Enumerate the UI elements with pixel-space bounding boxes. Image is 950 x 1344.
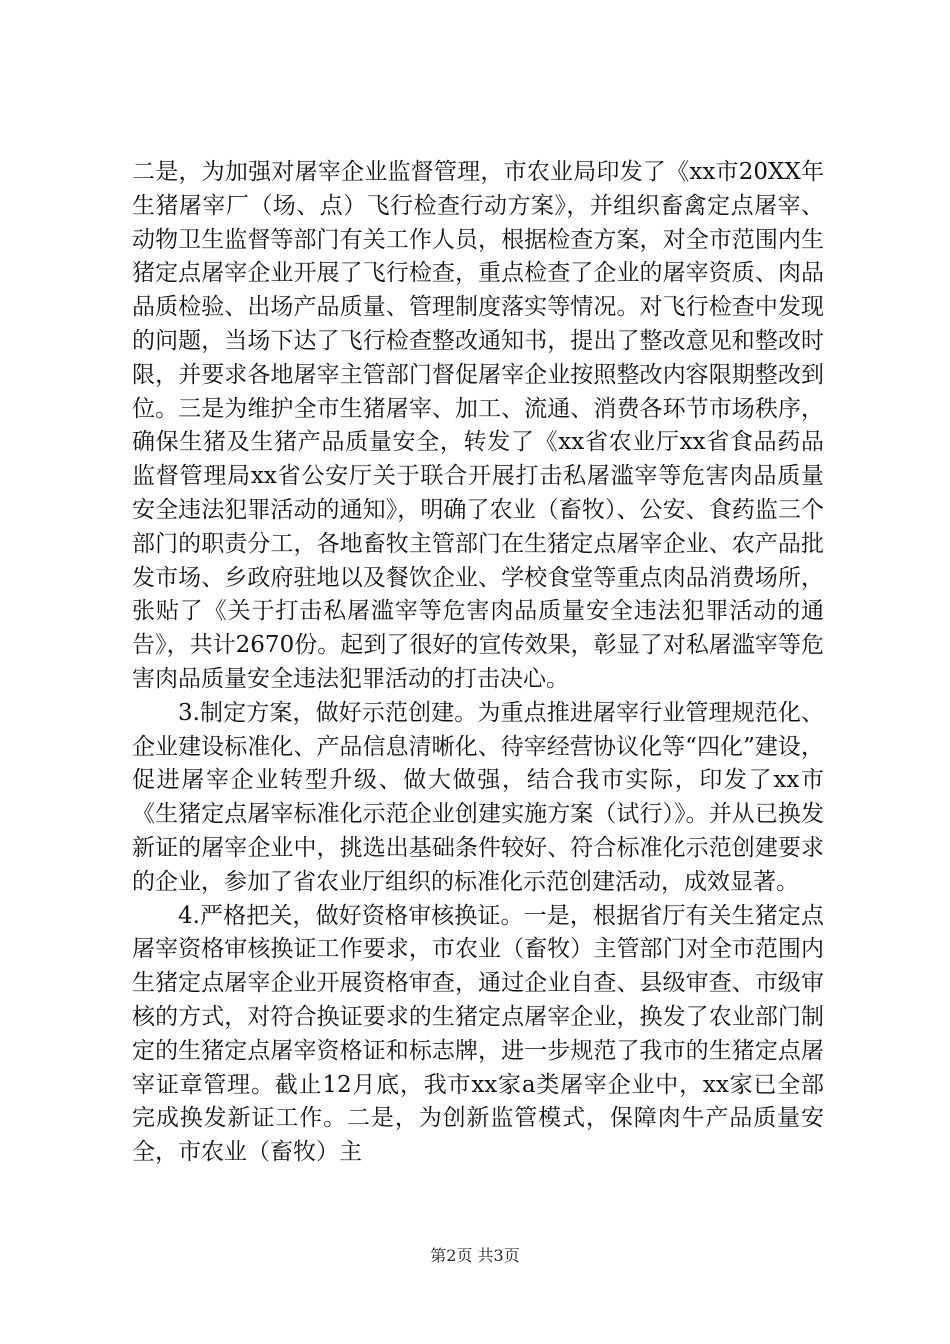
paragraph-demonstration-creation: 3.制定方案，做好示范创建。为重点推进屠宰行业管理规范化、企业建设标准化、产品信息清晰化、待宰经营协议化等“四化”建设，促进屠宰企业转型升级、做大做强，结合我市实际，印发了xx市《生猪定点屠宰标准化示范企业创建实施方案（试行）》。并从已换发新证的屠宰企业中，挑选出基础条件较好、符合标准化示范创建要求的企业，参加了省农业厅组织的标准化示范创建活动，成效显著。 xyxy=(132,699,824,895)
paragraph-qualification-review: 4.严格把关，做好资格审核换证。一是，根据省厅有关生猪定点屠宰资格审核换证工作要求，市农业（畜牧）主管部门对全市范围内生猪定点屠宰企业开展资格审查，通过企业自查、县级审查、市级审核的方式，对符合换证要求的生猪定点屠宰企业，换发了农业部门制定的生猪定点屠宰资格证和标志牌，进一步规范了我市的生猪定点屠宰证章管理。截止12月底，我市xx家a类屠宰企业中，xx家已全部完成换发新证工作。二是，为创新监管模式，保障肉牛产品质量安全，市农业（畜牧）主 xyxy=(132,902,824,1166)
document-body xyxy=(132,156,824,1170)
paragraph-flight-inspection: 二是，为加强对屠宰企业监督管理，市农业局印发了《xx市20XX年生猪屠宰厂（场、点）飞行检查行动方案》，并组织畜禽定点屠宰、动物卫生监督等部门有关工作人员，根据检查方案，对全市范围内生猪定点屠宰企业开展了飞行检查，重点检查了企业的屠宰资质、肉品品质检验、出场产品质量、管理制度落实等情况。对飞行检查中发现的问题，当场下达了飞行检查整改通知书，提出了整改意见和整改时限，并要求各地屠宰主管部门督促屠宰企业按照整改内容限期整改到位。三是为维护全市生猪屠宰、加工、流通、消费各环节市场秩序，确保生猪及生猪产品质量安全，转发了《xx省农业厅xx省食品药品监督管理局xx省公安厅关于联合开展打击私屠滥宰等危害肉品质量安全违法犯罪活动的通知》，明确了农业（畜牧）、公安、食药监三个部门的职责分工，各地畜牧主管部门在生猪定点屠宰企业、农产品批发市场、乡政府驻地以及餐饮企业、学校食堂等重点肉品消费场所，张贴了《关于打击私屠滥宰等危害肉品质量安全违法犯罪活动的通告》，共计2670份。起到了很好的宣传效果，彰显了对私屠滥宰等危害肉品质量安全违法犯罪活动的打击决心。 xyxy=(132,159,824,692)
page-number: 第2页 共3页 xyxy=(430,1246,520,1265)
